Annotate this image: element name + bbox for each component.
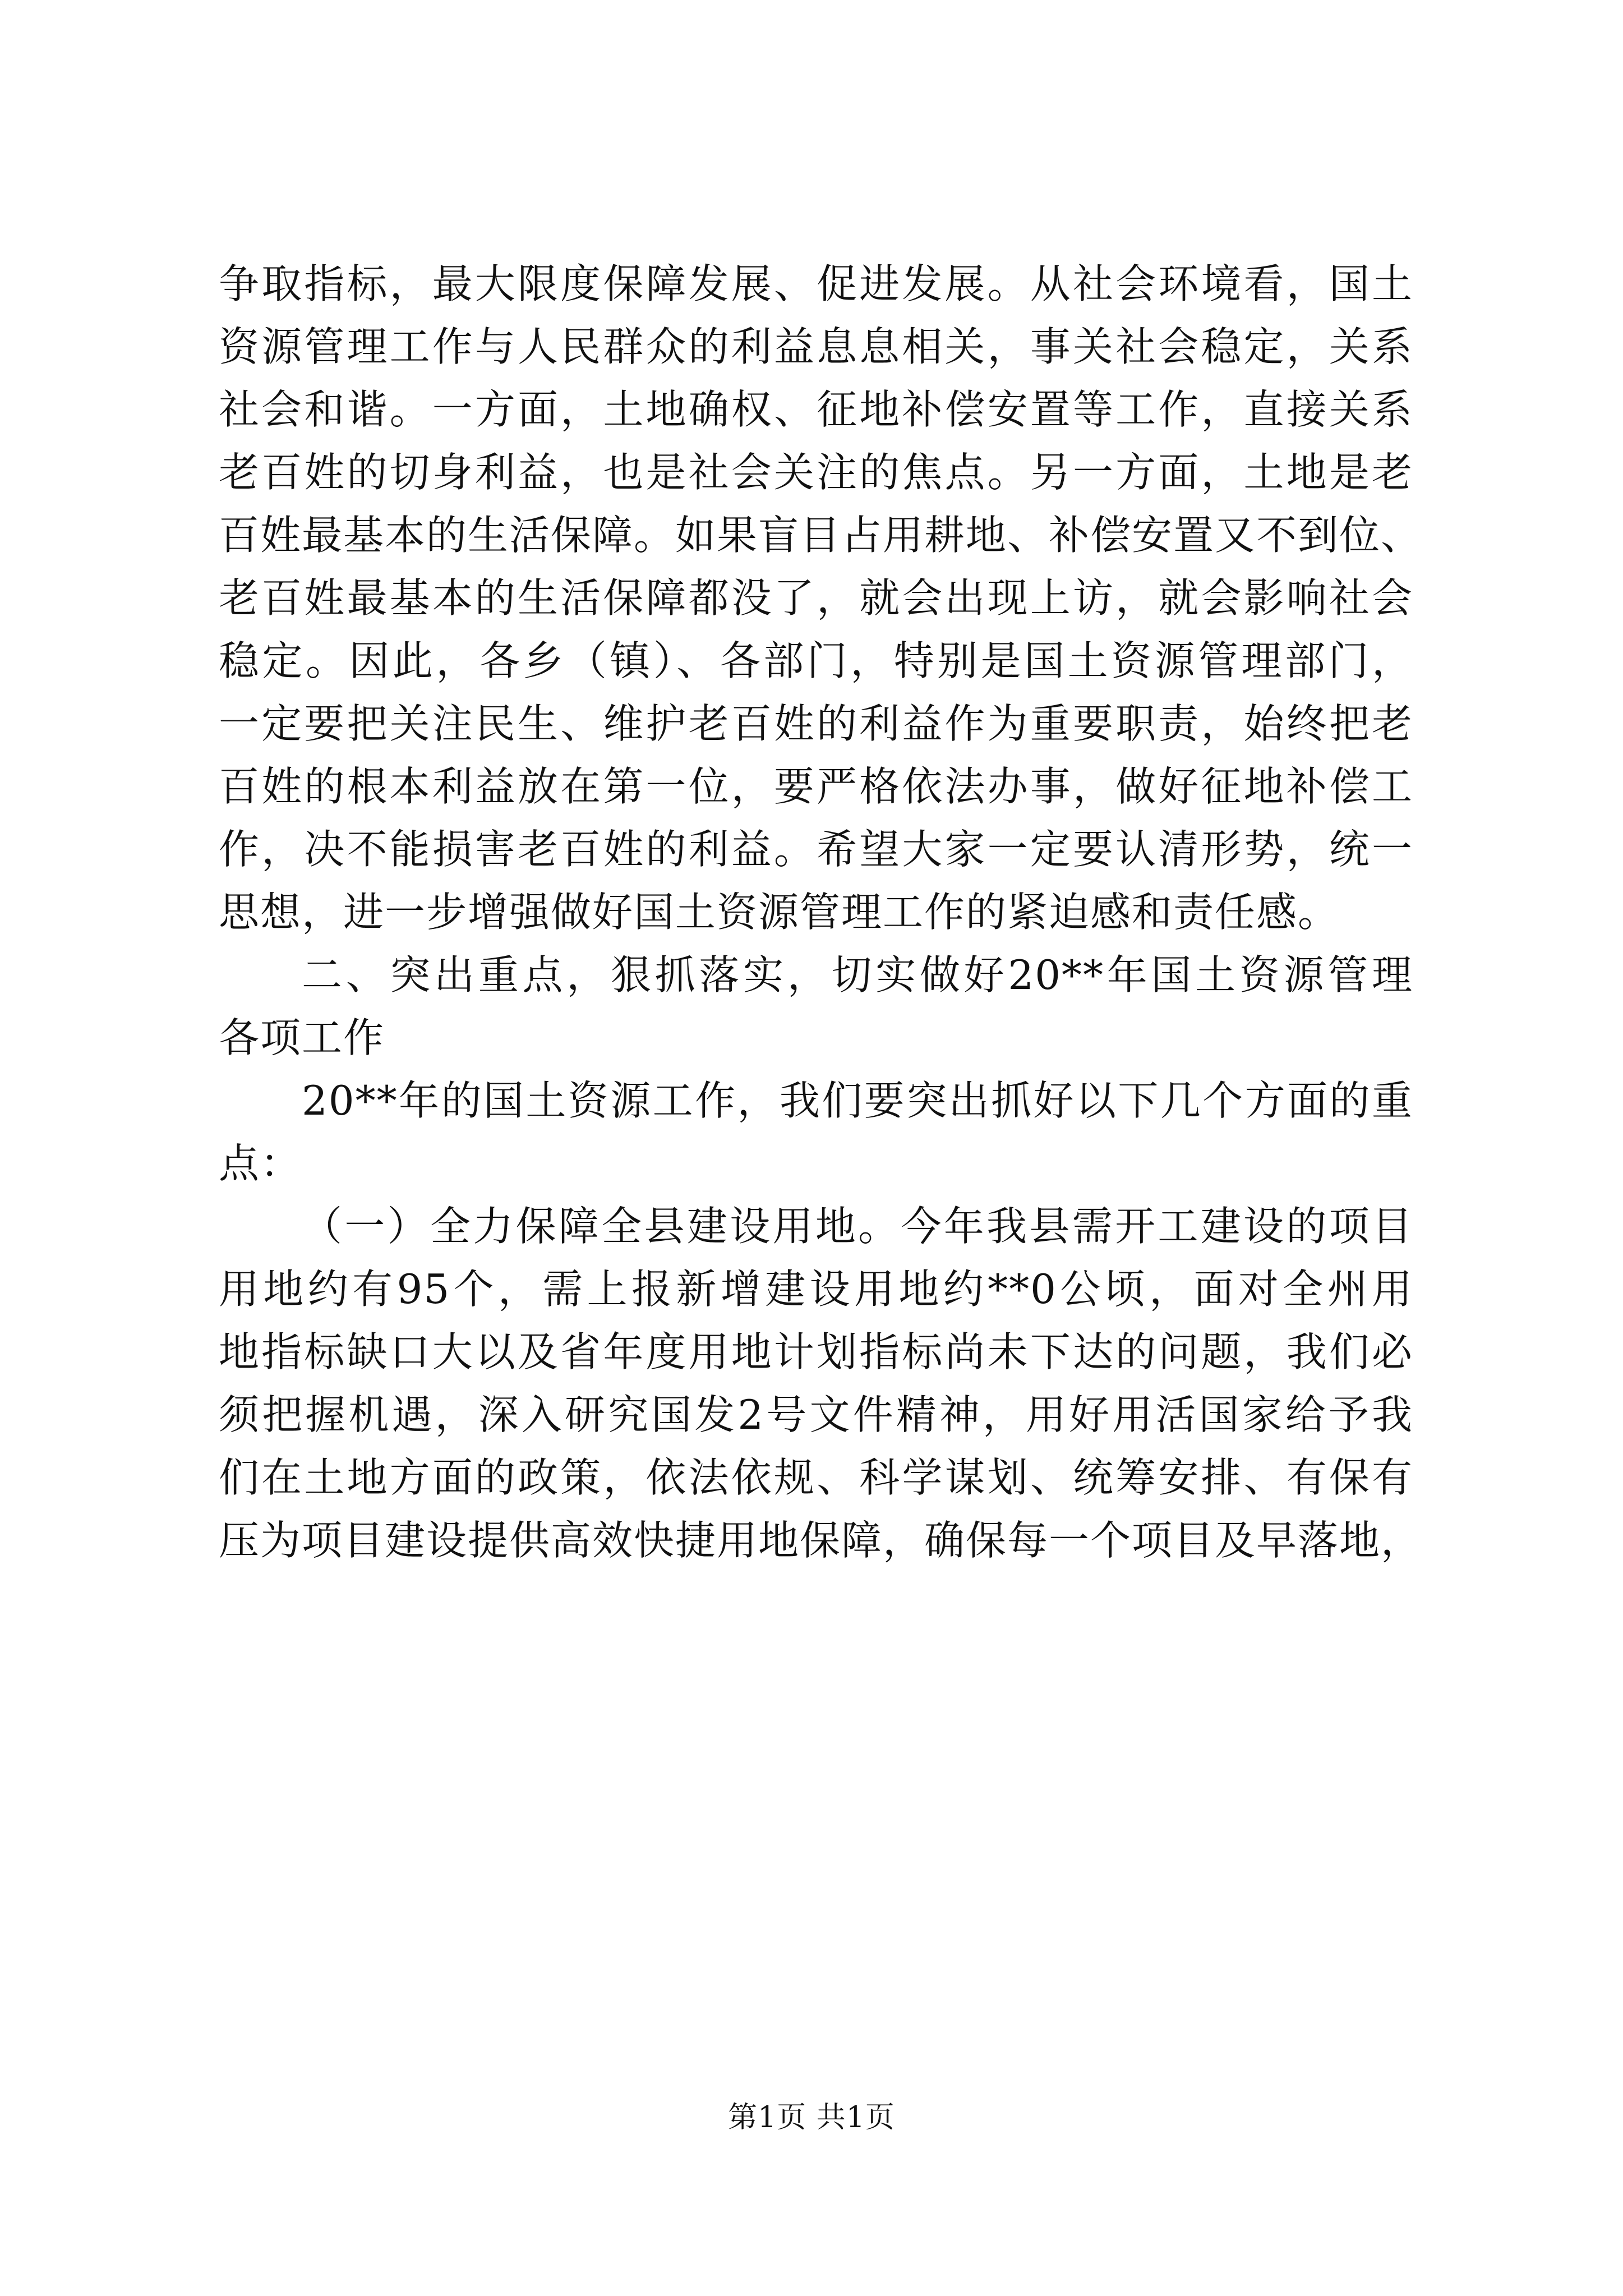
text-line: 争取指标，最大限度保障发展、促进发展。从社会环境看，国土 <box>219 260 1413 307</box>
text-line: 稳定。因此，各乡（镇）、各部门，特别是国土资源管理部门， <box>219 637 1413 684</box>
text-line: 点： <box>219 1140 302 1187</box>
page-number-footer: 第1页 共1页 <box>728 2101 895 2134</box>
section-heading-line: 各项工作 <box>219 1014 385 1061</box>
text-line: 压为项目建设提供高效快捷用地保障，确保每一个项目及早落地， <box>219 1517 1423 1564</box>
section-heading-line: 二、突出重点，狠抓落实，切实做好20**年国土资源管理 <box>302 951 1413 999</box>
text-line: 资源管理工作与人民群众的利益息息相关，事关社会稳定，关系 <box>219 323 1413 370</box>
subsection-line: （一）全力保障全县建设用地。今年我县需开工建设的项目 <box>302 1203 1413 1250</box>
text-line: 作，决不能损害老百姓的利益。希望大家一定要认清形势，统一 <box>219 826 1413 873</box>
text-line: 用地约有95个，需上报新增建设用地约**0公顷，面对全州用 <box>219 1266 1413 1313</box>
text-line: 20**年的国土资源工作，我们要突出抓好以下几个方面的重 <box>302 1077 1413 1124</box>
text-line: 地指标缺口大以及省年度用地计划指标尚未下达的问题，我们必 <box>219 1328 1413 1375</box>
text-line: 须把握机遇，深入研究国发2号文件精神，用好用活国家给予我 <box>219 1391 1413 1438</box>
text-line: 思想，进一步增强做好国土资源管理工作的紧迫感和责任感。 <box>219 889 1340 936</box>
text-line: 一定要把关注民生、维护老百姓的利益作为重要职责，始终把老 <box>219 700 1413 747</box>
document-body <box>219 252 1423 1572</box>
text-line: 百姓的根本利益放在第一位，要严格依法办事，做好征地补偿工 <box>219 763 1413 810</box>
text-line: 老百姓的切身利益，也是社会关注的焦点。另一方面，土地是老 <box>219 449 1413 496</box>
text-line: 社会和谐。一方面，土地确权、征地补偿安置等工作，直接关系 <box>219 386 1413 433</box>
text-line: 们在土地方面的政策，依法依规、科学谋划、统筹安排、有保有 <box>219 1454 1413 1501</box>
text-line: 老百姓最基本的生活保障都没了，就会出现上访，就会影响社会 <box>219 574 1413 622</box>
text-line: 百姓最基本的生活保障。如果盲目占用耕地、补偿安置又不到位、 <box>219 512 1423 559</box>
